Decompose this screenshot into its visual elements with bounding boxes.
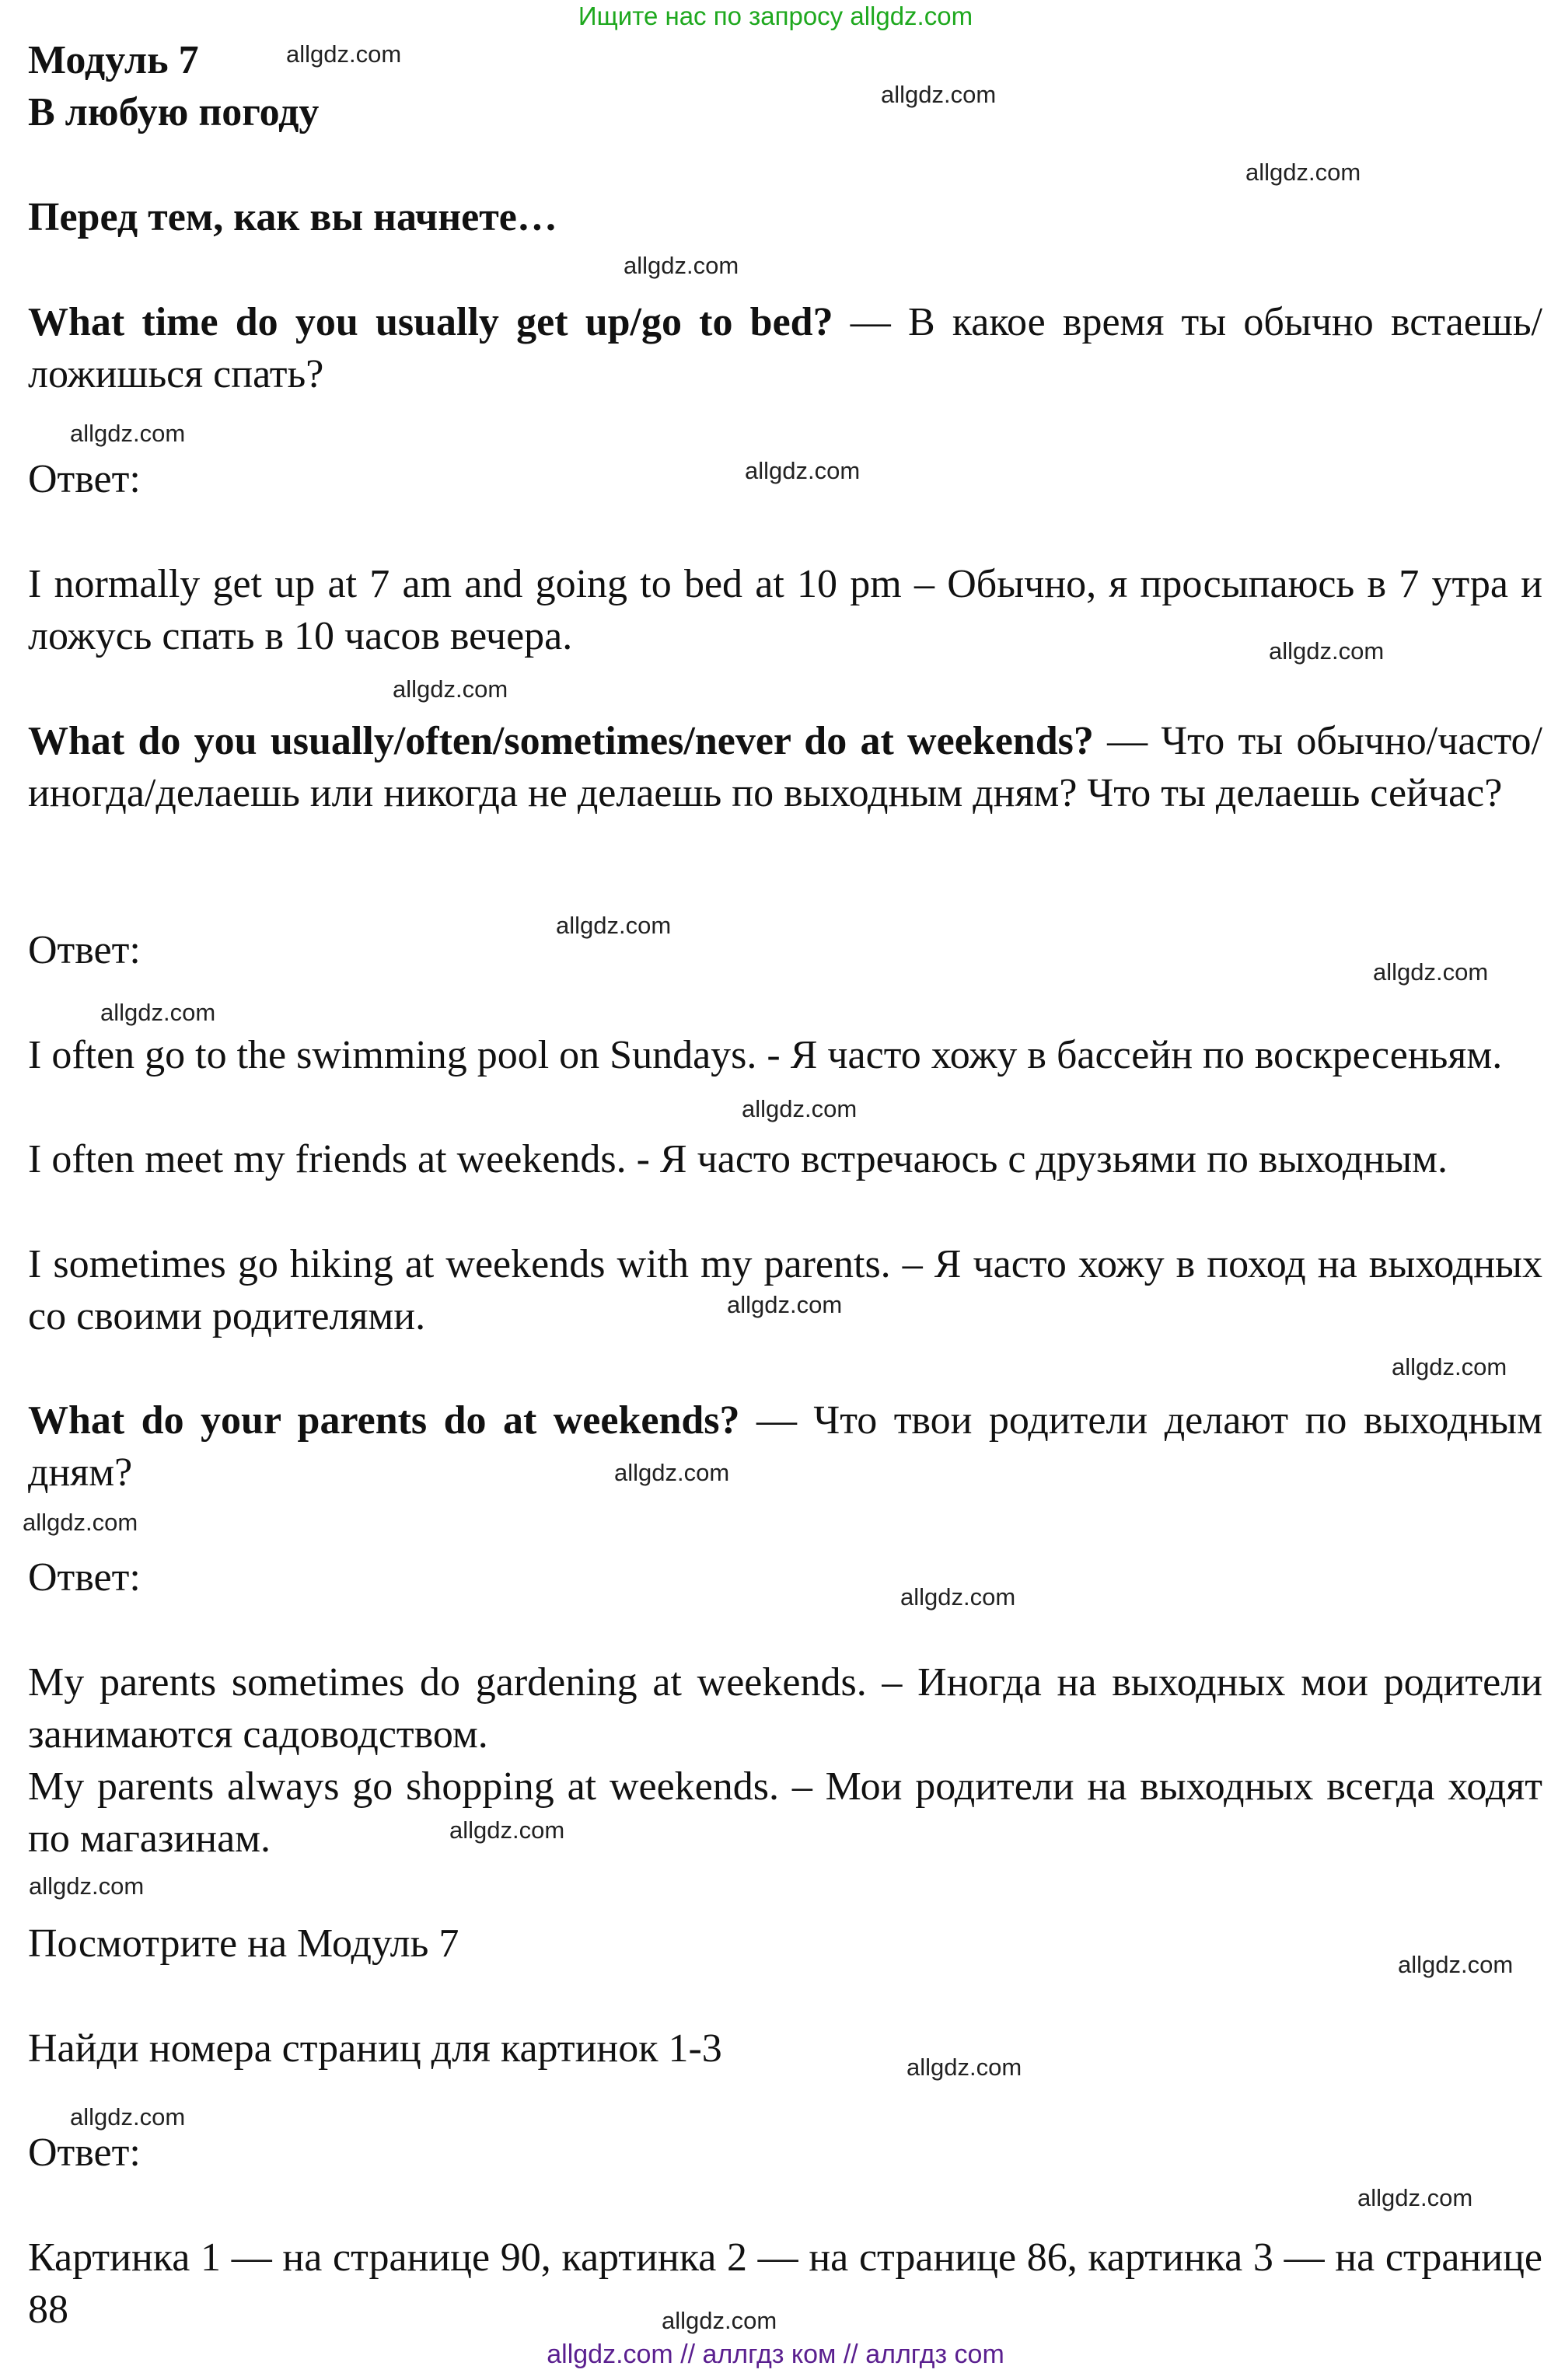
question-3-text: What do your parents do at weekends? <box>28 1398 740 1443</box>
watermark: allgdz.com <box>906 2054 1022 2081</box>
module-title: Модуль 7 <box>28 38 199 82</box>
answer-label-1: Ответ: <box>28 457 141 501</box>
watermark: allgdz.com <box>727 1291 843 1318</box>
watermark: allgdz.com <box>662 2307 777 2334</box>
answer-1: I normally get up at 7 am and going to bed at 10 pm – Обычно, я просыпаюсь в 7 утра и ложусь спать в 10 часов вечера. <box>28 562 1542 658</box>
answer-2-line-3: I sometimes go hiking at weekends with my parents. – Я часто хожу в поход на выходных со своими родителями. <box>28 1242 1542 1338</box>
watermark: allgdz.com <box>1269 637 1385 665</box>
watermark: allgdz.com <box>900 1583 1016 1611</box>
question-1 <box>28 296 1542 400</box>
watermark: allgdz.com <box>29 1872 145 1900</box>
answer-label-3: Ответ: <box>28 1555 141 1600</box>
answer-3-line-2: My parents always go shopping at weekends. – Мои родители на выходных всегда ходят по магазинам. <box>28 1764 1542 1861</box>
watermark: allgdz.com <box>1392 1353 1507 1380</box>
watermark: allgdz.com <box>556 912 672 939</box>
watermark: allgdz.com <box>742 1095 858 1122</box>
answer-label-4: Ответ: <box>28 2130 141 2175</box>
question-1-translation: — В какое время ты обычно встаешь/ложишься спать? <box>28 300 1542 396</box>
question-3-translation: — Что твои родители делают по выходным дням? <box>28 1398 1543 1495</box>
watermark: allgdz.com <box>1245 159 1361 186</box>
answer-3-line-1: My parents sometimes do gardening at weekends. – Иногда на выходных мои родители занимаются садоводством. <box>28 1660 1542 1757</box>
answer-label-2: Ответ: <box>28 928 141 972</box>
watermark: allgdz.com <box>614 1459 730 1486</box>
task-instruction: Найди номера страниц для картинок 1-3 <box>28 2026 722 2071</box>
look-instruction: Посмотрите на Модуль 7 <box>28 1921 459 1966</box>
question-2 <box>28 715 1542 819</box>
final-answer: Картинка 1 — на странице 90, картинка 2 — на странице 86, картинка 3 — на странице 88 <box>28 2235 1542 2332</box>
question-2-text: What do you usually/often/sometimes/never do at weekends? <box>28 719 1094 763</box>
watermark: allgdz.com <box>23 1509 138 1536</box>
question-3 <box>28 1394 1542 1499</box>
watermark: allgdz.com <box>624 252 739 279</box>
watermark: allgdz.com <box>393 675 508 703</box>
top-banner[interactable]: Ищите нас по запросу allgdz.com <box>578 2 973 30</box>
watermark: allgdz.com <box>745 457 861 484</box>
answer-2-line-2: I often meet my friends at weekends. - Я часто встречаюсь с друзьями по выходным. <box>28 1137 1448 1181</box>
watermark: allgdz.com <box>100 999 216 1026</box>
question-2-translation: — Что ты обычно/часто/иногда/делаешь или никогда не делаешь по выходным дням? Что ты делаешь сейчас? <box>28 719 1542 815</box>
watermark: allgdz.com <box>286 40 402 68</box>
question-1-text: What time do you usually get up/go to bed? <box>28 300 833 344</box>
watermark: allgdz.com <box>1357 2184 1473 2211</box>
watermark: allgdz.com <box>70 420 186 447</box>
footer-links[interactable]: allgdz.com // аллгдз ком // аллгдз com <box>547 2340 1004 2369</box>
answer-2-line-1: I often go to the swimming pool on Sundays. - Я часто хожу в бассейн по воскресеньям. <box>28 1033 1503 1077</box>
watermark: allgdz.com <box>1398 1951 1514 1978</box>
watermark: allgdz.com <box>1373 958 1489 986</box>
watermark: allgdz.com <box>881 81 997 108</box>
watermark: allgdz.com <box>70 2103 186 2130</box>
module-subtitle: В любую погоду <box>28 90 320 134</box>
intro-heading: Перед тем, как вы начнете… <box>28 195 557 239</box>
watermark: allgdz.com <box>449 1816 565 1844</box>
